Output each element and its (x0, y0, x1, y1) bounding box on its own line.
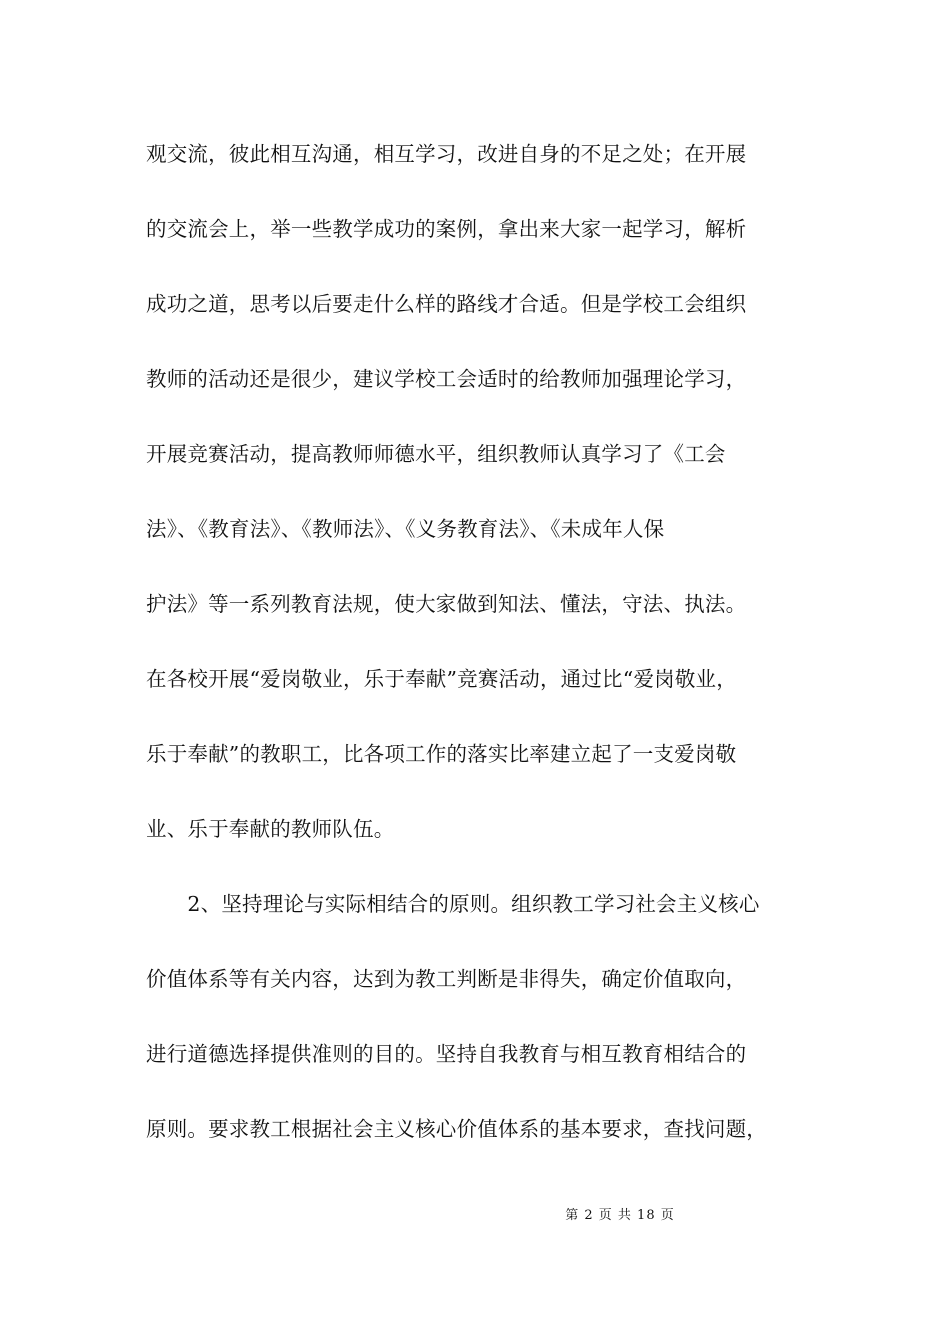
text-line: 开展竞赛活动，提高教师师德水平，组织教师认真学习了《工会 (146, 442, 726, 466)
text-line: 业、乐于奉献的教师队伍。 (146, 817, 395, 841)
text-line: 进行道德选择提供准则的目的。坚持自我教育与相互教育相结合的 (146, 1042, 747, 1066)
text-line: 教师的活动还是很少，建议学校工会适时的给教师加强理论学习， (146, 367, 747, 391)
page-number-footer: 第 2 页 共 18 页 (565, 1208, 675, 1223)
text-line: 价值体系等有关内容，达到为教工判断是非得失，确定价值取向， (146, 967, 747, 991)
text-line: 乐于奉献”的教职工，比各项工作的落实比率建立起了一支爱岗敬 (146, 742, 737, 766)
text-line: 在各校开展“爱岗敬业，乐于奉献”竞赛活动，通过比“爱岗敬业， (146, 667, 737, 691)
body-text (146, 134, 846, 1184)
text-line: 成功之道，思考以后要走什么样的路线才合适。但是学校工会组织 (146, 292, 747, 316)
text-line: 观交流，彼此相互沟通，相互学习，改进自身的不足之处；在开展 (146, 142, 747, 166)
text-line: 护法》等一系列教育法规，使大家做到知法、懂法，守法、执法。 (146, 592, 747, 616)
text-line: 的交流会上，举一些教学成功的案例，拿出来大家一起学习，解析 (146, 217, 747, 241)
text-line: 原则。要求教工根据社会主义核心价值体系的基本要求，查找问题， (146, 1117, 767, 1141)
text-line: 法》、《教育法》、《教师法》、《义务教育法》、《未成年人保 (146, 517, 665, 541)
text-line: 2、坚持理论与实际相结合的原则。组织教工学习社会主义核心 (146, 892, 760, 916)
